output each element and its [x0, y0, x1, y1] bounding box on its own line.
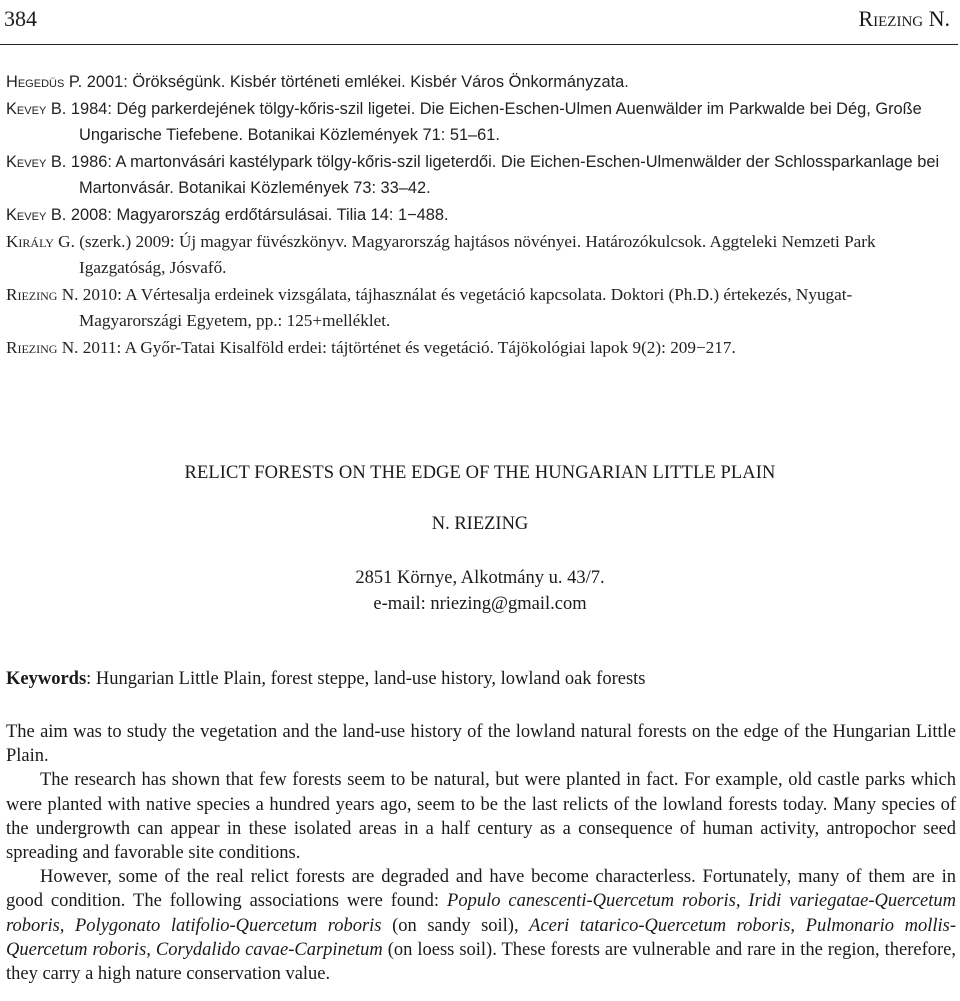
reference-text: 2010: A Vértesalja erdeinek vizsgálata, tájhasználat és vegetáció kapcsolata. Doktori (Ph.D.) értekezés, Nyugat-Magyarországi Egyetem, pp.: 125+melléklet.: [78, 284, 853, 331]
reference-author: Kevey B.: [6, 152, 67, 171]
reference-item: [6, 335, 952, 362]
author-email: e-mail: nriezing@gmail.com: [373, 594, 587, 614]
reference-author: Kevey B.: [6, 99, 67, 118]
running-head: Riezing N.: [858, 6, 950, 31]
reference-list: [6, 69, 952, 362]
reference-item: [6, 229, 952, 282]
abstract: [6, 720, 956, 986]
page-number: 384: [4, 6, 37, 31]
abstract-paragraph-3: [6, 865, 956, 986]
abstract-paragraph-1: The aim was to study the vegetation and the land-use history of the lowland natural forests on the edge of the Hungarian Little Plain.: [6, 722, 956, 767]
reference-author: Riezing N.: [6, 284, 79, 304]
sandy-soil-associations: Populo canescenti-Quercetum roboris, Iridi variegatae-Quercetum roboris, Polygonato latifolio-Quercetum roboris: [6, 891, 956, 936]
header-rule: [0, 44, 958, 45]
reference-text: 1986: A martonvásári kastélypark tölgy-kőris-szil ligeterdői. Die Eichen-Eschen-Ulmenwälder der Schlossparkanlage bei Martonvásár. Botanikai Közlemények 73: 33–42.: [66, 152, 940, 198]
abstract-text: However, some of the real relict forests are degraded and have become characterless. Fortunately, many of them are in good condition. The following associations were found:: [6, 867, 956, 912]
reference-text: 2008: Magyarország erdőtársulásai. Tilia 14: 1−488.: [66, 205, 449, 224]
reference-item: [6, 69, 952, 96]
reference-item: [6, 96, 952, 149]
reference-item: [6, 282, 952, 335]
author-address: 2851 Környe, Alkotmány u. 43/7.: [355, 568, 605, 588]
keywords-text: : Hungarian Little Plain, forest steppe, land-use history, lowland oak forests: [86, 669, 646, 689]
loess-soil-associations: Aceri tatarico-Quercetum roboris, Pulmonario mollis-Quercetum roboris, Corydalido cavae-Carpinetum: [6, 915, 956, 960]
reference-text: (szerk.) 2009: Új magyar füvészkönyv. Magyarország hajtásos növényei. Határozókulcsok. Aggteleki Nemzeti Park Igazgatóság, Jósvafő.: [74, 231, 876, 278]
reference-text: 2011: A Győr-Tatai Kisalföld erdei: tájtörténet és vegetáció. Tájökológiai lapok 9(2): 209−217.: [78, 337, 736, 357]
page-header: [0, 4, 960, 34]
reference-author: Riezing N.: [6, 337, 79, 357]
abstract-text: (on sandy soil),: [381, 915, 530, 936]
keywords-label: Keywords: [6, 669, 87, 689]
reference-author: Király G.: [6, 231, 75, 251]
abstract-text: (on loess soil). These forests are vulnerable and rare in the region, therefore, they carry a high nature conservation value.: [6, 939, 956, 985]
reference-author: Kevey B.: [6, 205, 67, 224]
keywords: [6, 667, 956, 691]
reference-text: 1984: Dég parkerdejének tölgy-kőris-szil ligetei. Die Eichen-Eschen-Ulmen Auenwälder im Parkwalde bei Dég, Große Ungarische Tiefebene. Botanikai Közlemények 71: 51–61.: [66, 99, 922, 145]
article-author: N. RIEZING: [431, 514, 529, 534]
article-title: RELICT FORESTS ON THE EDGE OF THE HUNGARIAN LITTLE PLAIN: [184, 463, 776, 483]
reference-item: [6, 149, 952, 202]
reference-text: 2001: Örökségünk. Kisbér történeti emlékei. Kisbér Város Önkormányzata.: [82, 73, 629, 91]
reference-author: Hegedüs P.: [6, 73, 83, 91]
abstract-paragraph-2: The research has shown that few forests seem to be natural, but were planted in fact. For example, old castle parks which were planted with native species a hundred years ago, seem to be the last relicts of the lowland forests today. Many species of the undergrowth can appear in these isolated areas in a half century as a consequence of human activity, antropochor seed spreading and favorable site conditions.: [6, 770, 956, 864]
reference-item: [6, 202, 952, 229]
